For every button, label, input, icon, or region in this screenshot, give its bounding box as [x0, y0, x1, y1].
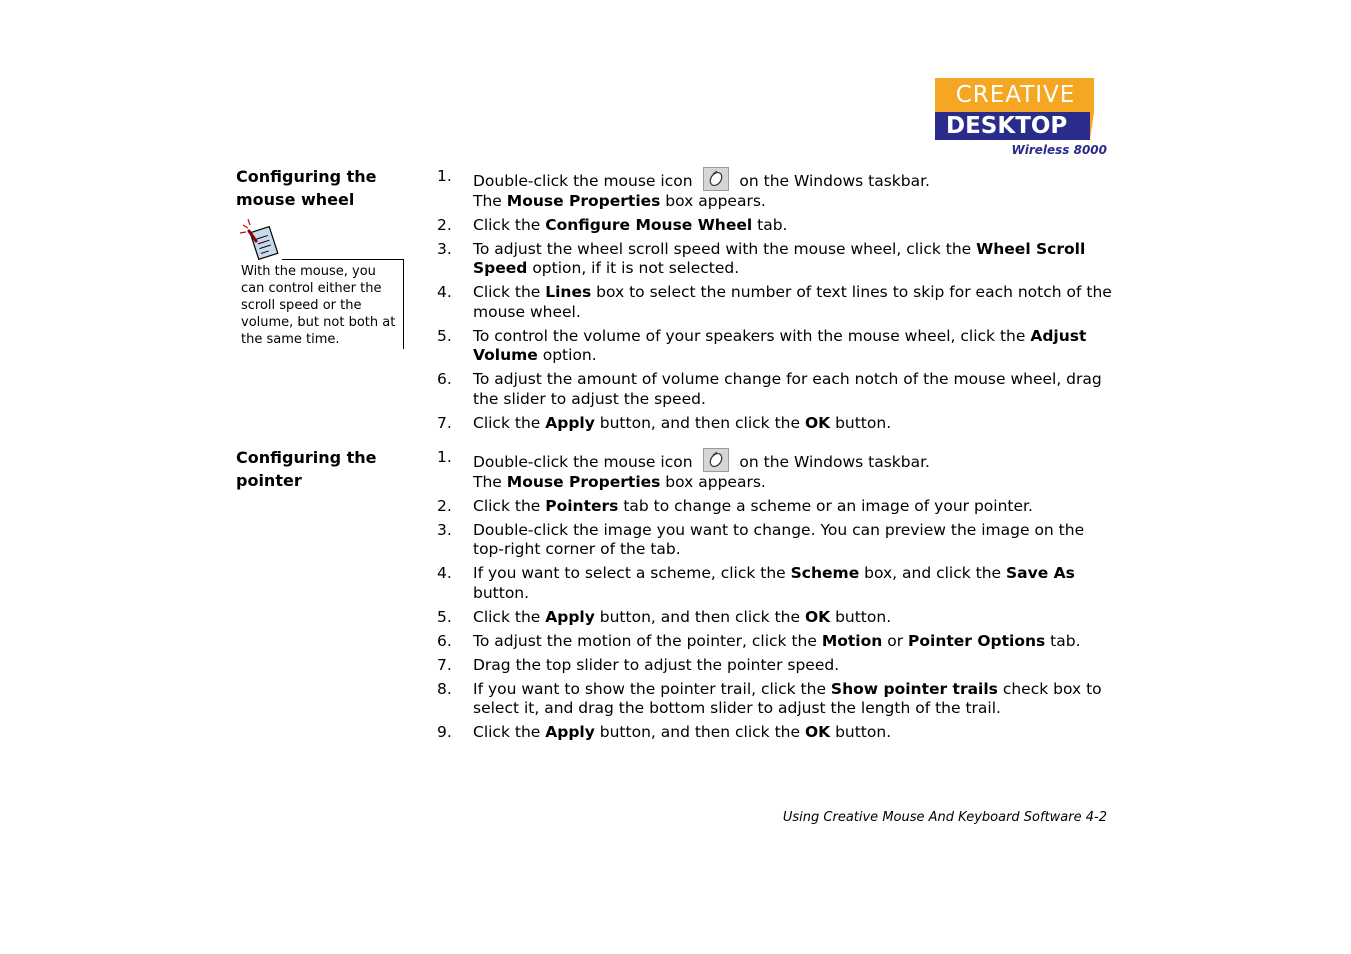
logo-product: DESKTOP: [935, 112, 1090, 140]
list-item: [437, 521, 1117, 560]
step-text: check box to select it, and drag the bottom slider to adjust the length of the trail.: [473, 679, 1102, 717]
section-heading-mouse-wheel: [236, 165, 406, 211]
step-number: 7.: [437, 655, 452, 674]
step-number: 6.: [437, 370, 452, 388]
list-item: [437, 240, 1117, 279]
step-text: Click the: [473, 283, 546, 301]
ui-term: Mouse Properties: [506, 472, 661, 491]
step-text: box appears.: [660, 472, 766, 491]
ui-term: Apply: [545, 607, 595, 626]
step-text: Drag the top slider to adjust the pointer speed.: [473, 655, 840, 674]
step-number: 1.: [437, 448, 452, 466]
ui-term: Pointer Options: [908, 631, 1046, 650]
ui-term: Pointers: [545, 496, 619, 515]
ui-term: OK: [804, 723, 831, 741]
step-text: tab to change a scheme or an image of your pointer.: [618, 496, 1033, 515]
step-text: tab.: [752, 215, 788, 234]
ui-term: Motion: [821, 631, 883, 650]
step-text: To control the volume of your speakers with the mouse wheel, click the: [473, 326, 1031, 345]
creative-desktop-logo: [935, 78, 1110, 160]
step-text: on the Windows taskbar.: [739, 172, 930, 190]
step-text: To adjust the motion of the pointer, click the: [473, 631, 822, 650]
list-item: [437, 680, 1117, 719]
step-number: 2.: [437, 215, 452, 234]
step-text: Click the: [473, 723, 546, 741]
ui-term: Save As: [1006, 564, 1075, 582]
step-text: Double-click the image you want to change. You can preview the image on the top-right corner of the tab.: [473, 520, 1085, 558]
page-footer: Using Creative Mouse And Keyboard Software 4-2: [782, 810, 1107, 825]
step-text: option.: [537, 346, 597, 364]
step-number: 6.: [437, 631, 452, 650]
list-item: [437, 283, 1117, 322]
step-text: button, and then click the: [594, 723, 805, 741]
list-item: [437, 370, 1117, 409]
note-text: With the mouse, you can control either the scroll speed or the volume, but not both at the same time.: [241, 264, 396, 347]
step-text: on the Windows taskbar.: [739, 453, 930, 471]
ui-term: Mouse Properties: [506, 191, 661, 210]
heading-line: Configuring the: [236, 167, 377, 186]
logo-model: Wireless 8000: [1011, 143, 1107, 157]
list-item: [437, 723, 1117, 743]
list-item: [437, 216, 1117, 236]
ui-term: Apply: [545, 723, 595, 741]
step-text: The: [473, 191, 507, 210]
step-text: Click the: [473, 215, 546, 234]
list-item: [437, 448, 1117, 492]
step-text: If you want to select a scheme, click the: [473, 564, 791, 582]
note-icon: [240, 219, 280, 263]
logo-notch: [1090, 112, 1094, 140]
step-text: option, if it is not selected.: [527, 259, 740, 277]
list-item: [437, 327, 1117, 366]
step-text: box, and click the: [859, 564, 1007, 582]
ui-term: Scheme: [790, 564, 860, 582]
list-item: [437, 167, 1117, 211]
ui-term: OK: [804, 413, 831, 432]
mouse-icon: [703, 167, 729, 191]
step-text: button.: [830, 413, 892, 432]
step-text: Click the: [473, 496, 546, 515]
ui-term: Adjust Volume: [473, 326, 1087, 364]
list-item: [437, 632, 1117, 652]
step-text: Double-click the mouse icon: [473, 453, 693, 471]
heading-line: Configuring the: [236, 448, 377, 467]
list-item: [437, 414, 1117, 434]
ui-term: OK: [804, 607, 831, 626]
step-number: 4.: [437, 564, 452, 582]
step-number: 5.: [437, 607, 452, 626]
step-text: tab.: [1045, 631, 1081, 650]
ui-term: Wheel Scroll Speed: [473, 239, 1086, 277]
step-number: 1.: [437, 167, 452, 185]
step-text: box appears.: [660, 191, 766, 210]
logo-brand: CREATIVE: [935, 78, 1094, 112]
step-text: box to select the number of text lines to skip for each notch of the mouse wheel.: [473, 283, 1112, 321]
list-item: [437, 656, 1117, 676]
step-text: The: [473, 472, 507, 491]
step-text: Double-click the mouse icon: [473, 172, 693, 190]
steps-list-pointer: [437, 448, 1117, 747]
step-text: To adjust the amount of volume change for each notch of the mouse wheel, drag the slider to adjust the speed.: [473, 370, 1102, 408]
step-text: If you want to show the pointer trail, click the: [473, 679, 831, 698]
step-text: button.: [830, 723, 892, 741]
step-number: 2.: [437, 496, 452, 515]
step-number: 5.: [437, 326, 452, 345]
section-heading-pointer: [236, 446, 406, 492]
step-number: 9.: [437, 723, 452, 741]
heading-line: pointer: [236, 471, 302, 490]
step-number: 4.: [437, 283, 452, 301]
ui-term: Show pointer trails: [830, 679, 998, 698]
list-item: [437, 564, 1117, 603]
step-text: or: [882, 631, 909, 650]
step-text: button.: [830, 607, 892, 626]
mouse-icon: [703, 448, 729, 472]
heading-line: mouse wheel: [236, 190, 355, 209]
step-text: Click the: [473, 607, 546, 626]
step-number: 3.: [437, 239, 452, 258]
step-number: 7.: [437, 413, 452, 432]
ui-term: Lines: [545, 283, 592, 301]
step-number: 3.: [437, 520, 452, 539]
list-item: [437, 497, 1117, 517]
steps-list-mouse-wheel: [437, 167, 1117, 438]
step-text: button, and then click the: [594, 413, 805, 432]
step-text: button, and then click the: [594, 607, 805, 626]
ui-term: Apply: [545, 413, 595, 432]
step-text: To adjust the wheel scroll speed with the mouse wheel, click the: [473, 239, 977, 258]
step-text: Click the: [473, 413, 546, 432]
ui-term: Configure Mouse Wheel: [545, 215, 753, 234]
list-item: [437, 608, 1117, 628]
step-text: button.: [473, 583, 530, 602]
step-number: 8.: [437, 679, 452, 698]
